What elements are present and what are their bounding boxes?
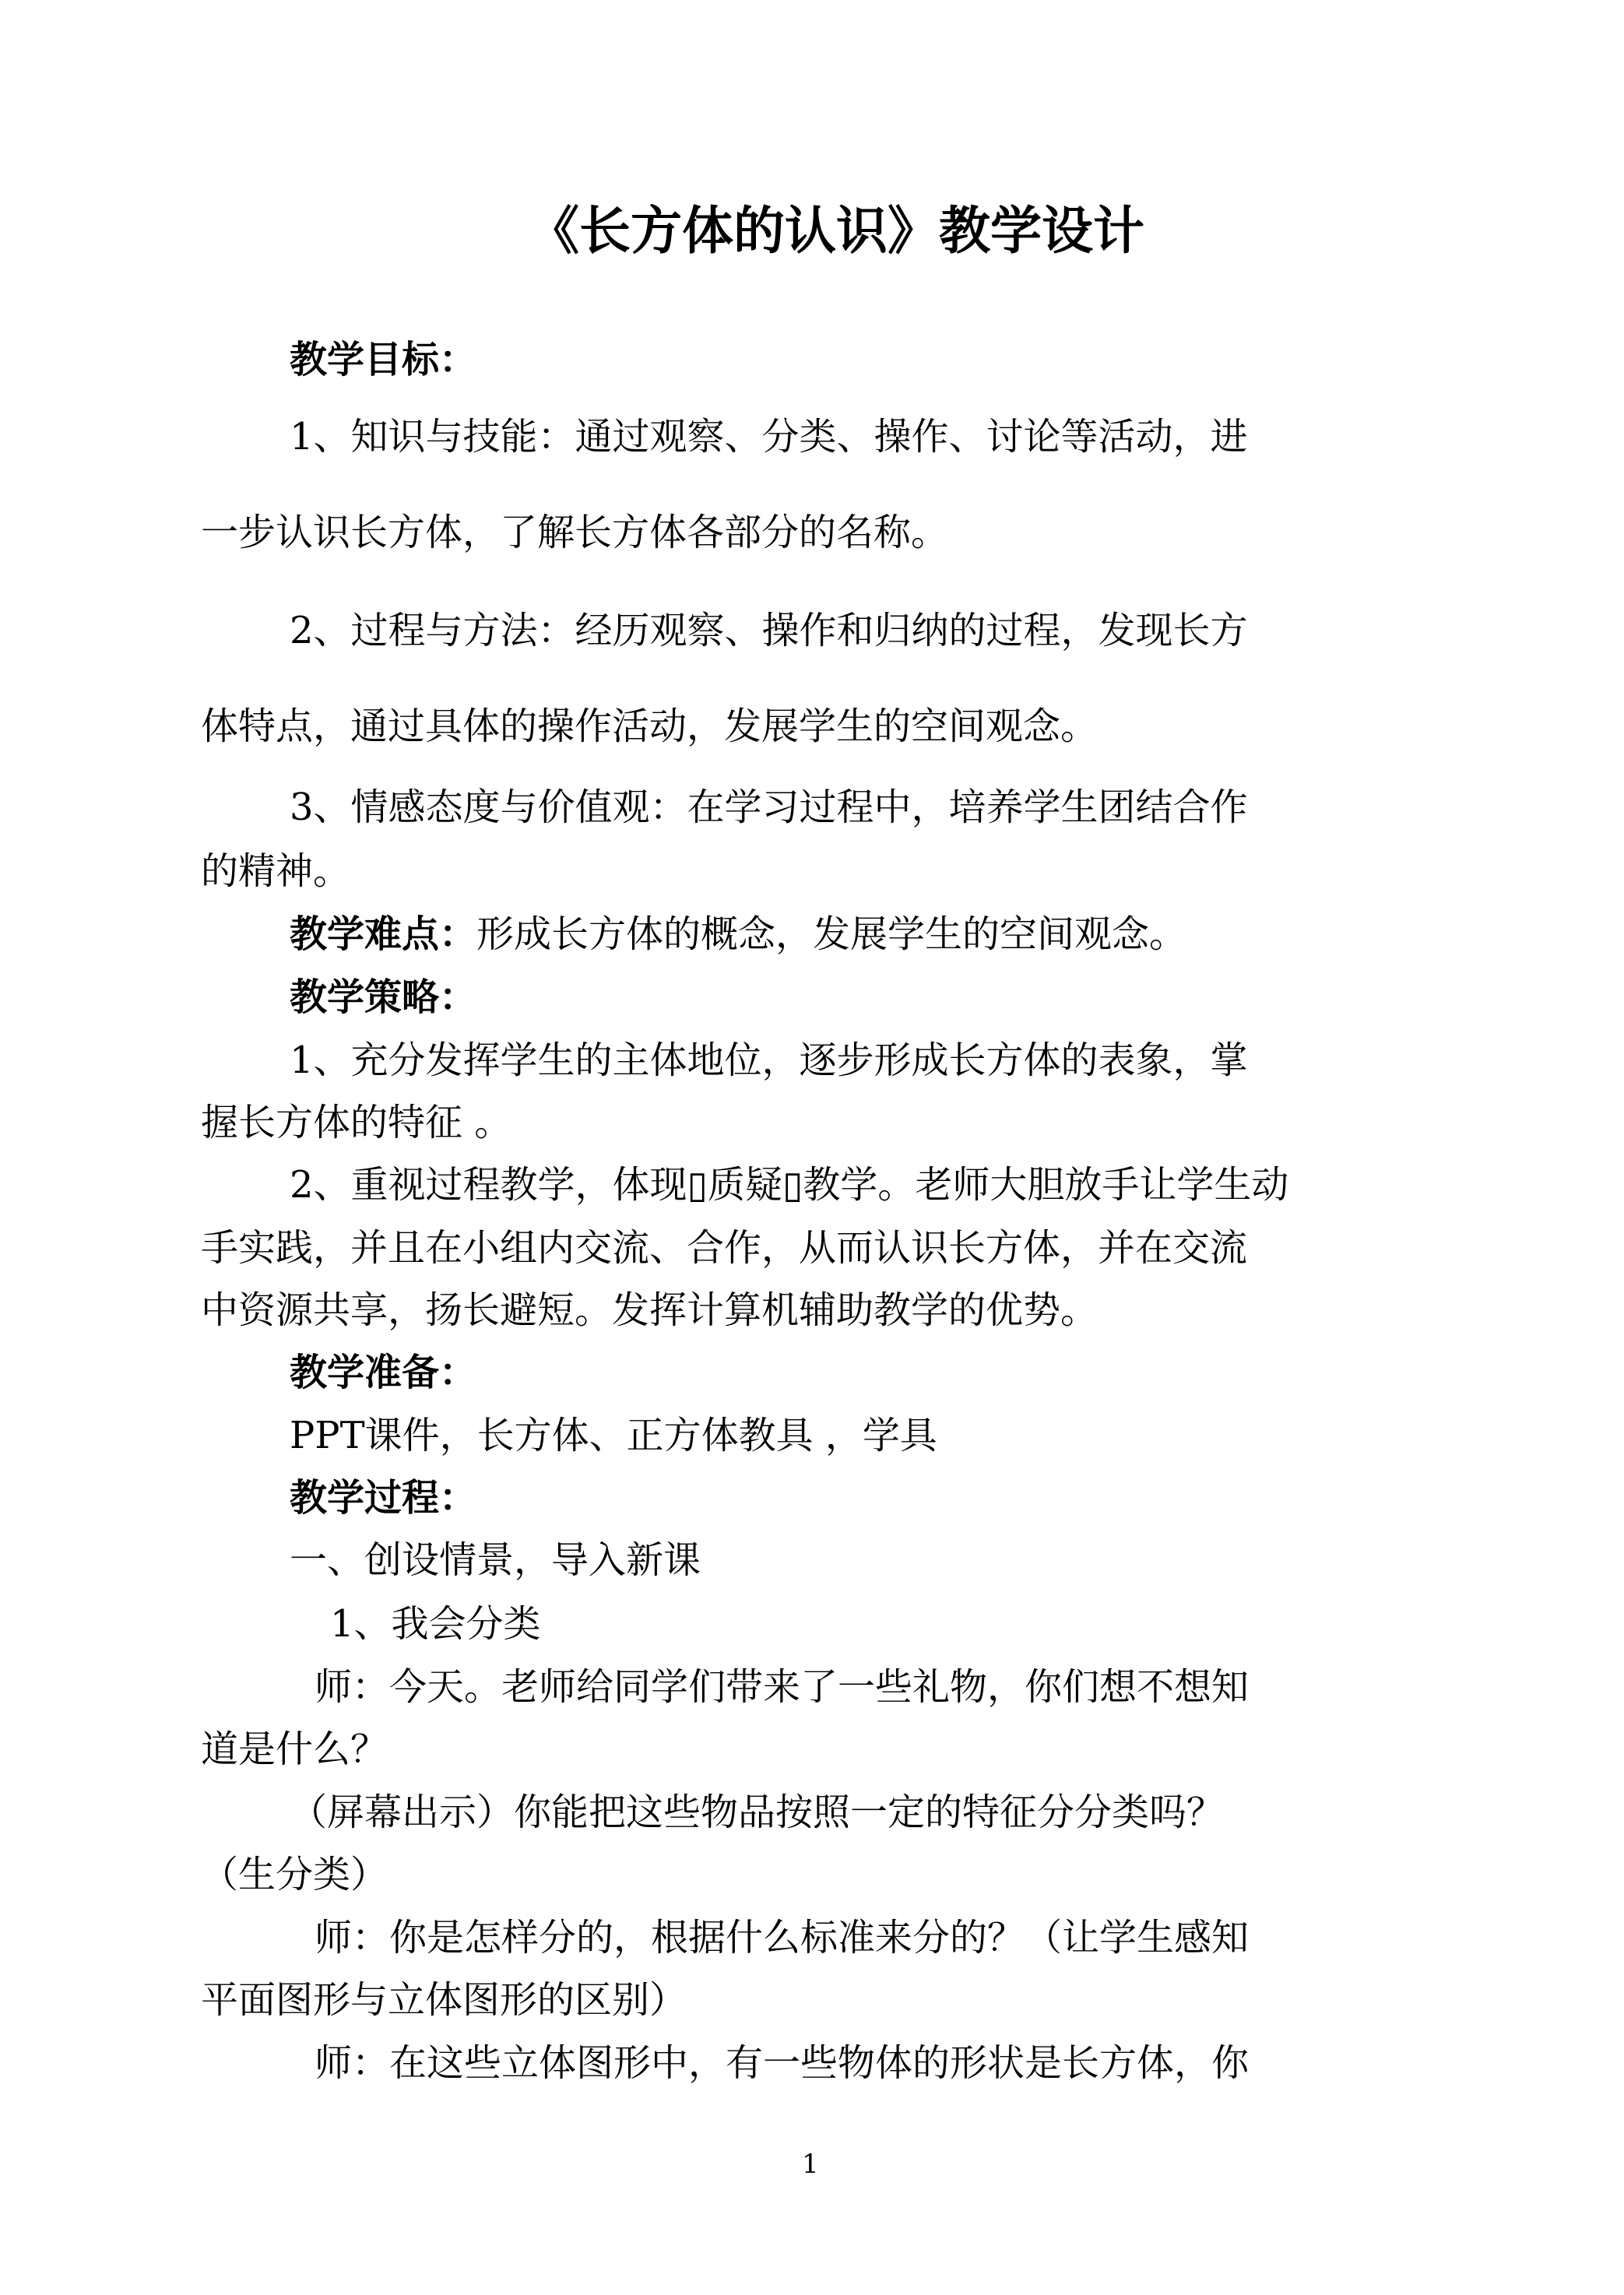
- goal1-line2: 一步认识长方体，了解长方体各部分的名称。: [201, 511, 949, 554]
- document-title: 《长方体的认识》教学设计: [528, 200, 1144, 261]
- strategy1-line2: 握长方体的特征 。: [201, 1101, 512, 1144]
- prep-text: PPT课件，长方体、正方体教具 ，学具: [290, 1414, 937, 1457]
- teacher3-line1: 师：在这些立体图形中，有一些物体的形状是长方体，你: [315, 2041, 1250, 2085]
- difficulty-label: 教学难点：: [290, 912, 477, 956]
- teacher1-line2: 道是什么？: [201, 1727, 388, 1771]
- strategy2-line3: 中资源共享，扬长避短。发挥计算机辅助教学的优势。: [201, 1288, 1098, 1332]
- screen-line2: （生分类）: [201, 1853, 388, 1896]
- process-heading: 教学过程：: [290, 1476, 477, 1520]
- page-number: 1: [802, 2149, 819, 2180]
- goals-heading: 教学目标：: [290, 338, 477, 381]
- section1-heading: 一、创设情景，导入新课: [290, 1538, 701, 1582]
- goal3-line2: 的精神。: [201, 849, 351, 893]
- teacher1-line1: 师：今天。老师给同学们带来了一些礼物，你们想不想知: [315, 1665, 1250, 1709]
- goal3-line1: 3、情感态度与价值观：在学习过程中，培养学生团结合作: [290, 786, 1248, 829]
- strategy1-line1: 1、充分发挥学生的主体地位，逐步形成长方体的表象，掌: [290, 1039, 1248, 1082]
- screen-line1: （屏幕出示）你能把这些物品按照一定的特征分分类吗？: [290, 1791, 1225, 1834]
- goal1-line1: 1、知识与技能：通过观察、分类、操作、讨论等活动，进: [290, 415, 1248, 459]
- goal2-line2: 体特点，通过具体的操作活动，发展学生的空间观念。: [201, 705, 1098, 748]
- teacher2-line2: 平面图形与立体图形的区别）: [201, 1978, 687, 2022]
- strategy-heading: 教学策略：: [290, 975, 477, 1019]
- teacher2-line1: 师：你是怎样分的，根据什么标准来分的？（让学生感知: [315, 1916, 1250, 1959]
- difficulty-text: 形成长方体的概念，发展学生的空间观念。: [476, 912, 1187, 956]
- goal2-line1: 2、过程与方法：经历观察、操作和归纳的过程，发现长方: [290, 609, 1248, 652]
- prep-heading: 教学准备：: [290, 1351, 477, 1394]
- difficulty-line: [290, 911, 1186, 958]
- strategy2-line2: 手实践，并且在小组内交流、合作，从而认识长方体，并在交流: [201, 1226, 1248, 1270]
- sub1-heading: 1、我会分类: [330, 1602, 541, 1646]
- strategy2-line1: 2、重视过程教学，体现▯质疑▯教学。老师大胆放手让学生动: [290, 1163, 1289, 1207]
